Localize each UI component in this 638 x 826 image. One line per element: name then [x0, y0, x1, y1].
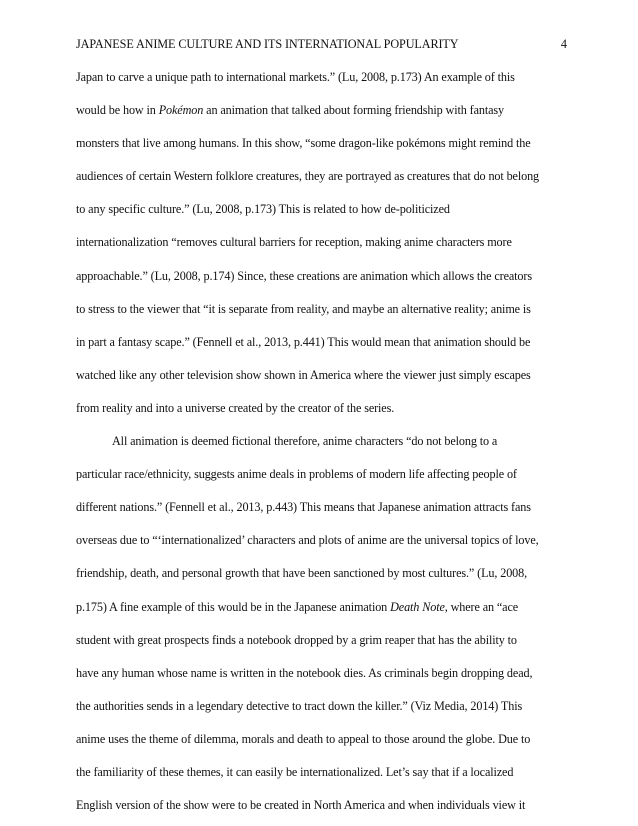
text-line — [76, 94, 568, 127]
page-number: 4 — [560, 37, 567, 51]
text-run: watched like any other television show shown in America where the viewer just simply escapes — [76, 367, 531, 382]
text-run: anime uses the theme of dilemma, morals and death to appeal to those around the globe. Due to — [76, 731, 531, 746]
running-head: JAPANESE ANIME CULTURE AND ITS INTERNATIONAL POPULARITY — [76, 37, 459, 51]
text-run: internationalization “removes cultural barriers for reception, making anime characters more — [76, 235, 512, 250]
text-run: would be how in — [76, 103, 159, 118]
text-line — [76, 392, 568, 425]
text-line — [76, 657, 568, 690]
text-run: audiences of certain Western folklore creatures, they are portrayed as creatures that do not belong — [76, 169, 540, 184]
text-run: to stress to the viewer that “it is separate from reality, and maybe an alternative reality; anime is — [76, 301, 531, 316]
text-line — [76, 226, 568, 259]
text-run: friendship, death, and personal growth that have been sanctioned by most cultures.” (Lu, 2008, — [76, 566, 528, 581]
text-run: different nations.” (Fennell et al., 2013, p.443) This means that Japanese animation attracts fans — [76, 500, 531, 515]
text-line — [76, 326, 568, 359]
text-run: overseas due to “‘internationalized’ characters and plots of anime are the universal topics of love, — [76, 533, 539, 548]
text-run: where an “ace — [447, 599, 519, 614]
text-line — [76, 260, 568, 293]
text-run: All animation is deemed fictional therefore, anime characters “do not belong to a — [112, 434, 498, 449]
text-line — [76, 491, 568, 524]
text-run: in part a fantasy scape.” (Fennell et al., 2013, p.441) This would mean that animation should be — [76, 334, 531, 349]
text-line — [76, 359, 568, 392]
text-run: from reality and into a universe created by the creator of the series. — [76, 400, 395, 415]
text-line — [76, 160, 568, 193]
text-line — [76, 425, 568, 458]
text-line — [76, 789, 568, 822]
text-run: student with great prospects finds a notebook dropped by a grim reaper that has the ability to — [76, 632, 517, 647]
text-run: the authorities sends in a legendary detective to tract down the killer.” (Viz Media, 2014) This — [76, 698, 523, 713]
text-line — [76, 524, 568, 557]
text-run: have any human whose name is written in the notebook dies. As criminals begin dropping dead, — [76, 665, 533, 680]
text-line — [76, 756, 568, 789]
text-run: the familiarity of these themes, it can easily be internationalized. Let’s say that if a localized — [76, 764, 514, 779]
text-line — [76, 557, 568, 590]
text-line — [76, 723, 568, 756]
text-run: English version of the show were to be created in North America and when individuals view it — [76, 798, 526, 813]
text-line — [76, 458, 568, 491]
text-line — [76, 690, 568, 723]
body-text — [76, 61, 568, 822]
text-line — [76, 193, 568, 226]
text-line — [76, 127, 568, 160]
text-line — [76, 624, 568, 657]
text-run: to any specific culture.” (Lu, 2008, p.173) This is related to how de-politicized — [76, 202, 450, 217]
italic-title: Death Note, — [390, 599, 448, 614]
italic-title: Pokémon — [158, 103, 204, 118]
text-run: Japan to carve a unique path to international markets.” (Lu, 2008, p.173) An example of this — [76, 70, 515, 84]
text-run: an animation that talked about forming friendship with fantasy — [203, 103, 505, 118]
text-line — [76, 61, 568, 94]
text-run: p.175) A fine example of this would be in the Japanese animation — [76, 599, 391, 614]
text-line — [76, 591, 568, 624]
text-run: approachable.” (Lu, 2008, p.174) Since, these creations are animation which allows the creators — [76, 268, 532, 283]
text-line — [76, 293, 568, 326]
text-run: monsters that live among humans. In this show, “some dragon-like pokémons might remind the — [76, 136, 531, 151]
text-run: particular race/ethnicity, suggests anime deals in problems of modern life affecting people of — [76, 467, 517, 482]
